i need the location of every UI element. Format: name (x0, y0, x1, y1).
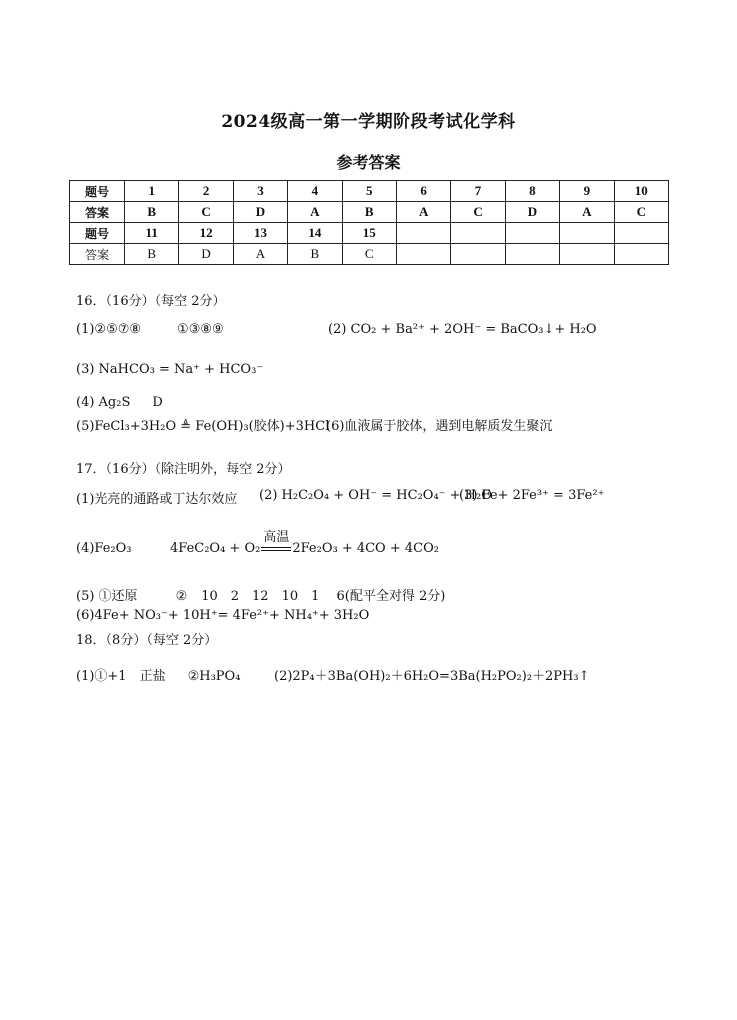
answer-cell: A (288, 202, 342, 223)
question-number: 3 (233, 181, 287, 202)
empty-cell (451, 244, 505, 265)
empty-cell (614, 244, 668, 265)
answer-cell: D (179, 244, 233, 265)
q18-part1-answer-a: (1)①+1 正盐 (76, 669, 166, 684)
question-number: 8 (505, 181, 559, 202)
empty-cell (451, 223, 505, 244)
question-number: 5 (342, 181, 396, 202)
empty-cell (560, 223, 614, 244)
q16-part3: (3) NaHCO₃ = Na⁺ + HCO₃⁻ (76, 362, 264, 377)
answer-cell: A (396, 202, 450, 223)
q18-header: 18．（8分）（每空 2分） (76, 633, 218, 648)
q16-part1-answer-b: ①③⑧⑨ (177, 322, 224, 337)
answer-table (69, 180, 669, 265)
answer-cell: C (614, 202, 668, 223)
q17-part5-coefficients: 10 2 12 10 1 6 (201, 589, 345, 604)
question-number: 7 (451, 181, 505, 202)
q16-part4 (76, 395, 163, 410)
question-number: 12 (179, 223, 233, 244)
empty-cell (396, 223, 450, 244)
table-row (70, 244, 669, 265)
double-line-equals-icon (261, 547, 291, 551)
answer-cell: B (125, 202, 179, 223)
q17-header: 17．（16分）（除注明外，每空 2分） (76, 462, 291, 477)
answer-cell: A (233, 244, 287, 265)
question-number: 13 (233, 223, 287, 244)
answer-cell: B (288, 244, 342, 265)
question-number: 9 (560, 181, 614, 202)
table-row (70, 202, 669, 223)
q17-part4-products: 2Fe₂O₃ + 4CO + 4CO₂ (292, 541, 439, 556)
question-number: 2 (179, 181, 233, 202)
q17-part4-reactants: 4FeC₂O₄ + O₂ (170, 541, 261, 556)
empty-cell (505, 223, 559, 244)
q18-part2: (2)2P₄＋3Ba(OH)₂＋6H₂O=3Ba(H₂PO₂)₂＋2PH₃↑ (274, 669, 590, 684)
question-number: 6 (396, 181, 450, 202)
reaction-condition-label: 高温 (263, 530, 290, 545)
table-row (70, 223, 669, 244)
q17-part4-equation (170, 530, 439, 556)
q16-header: 16．（16分）（每空 2分） (76, 294, 226, 309)
answer-cell: B (342, 202, 396, 223)
question-number: 4 (288, 181, 342, 202)
table-row (70, 181, 669, 202)
question-number: 14 (288, 223, 342, 244)
q16-part4-answer-a: (4) Ag₂S (76, 395, 131, 410)
q17-part5-label-b: ② (175, 589, 188, 604)
q18-part1-answer-b: ②H₃PO₄ (187, 669, 241, 684)
q17-part2: (2) H₂C₂O₄ + OH⁻ = HC₂O₄⁻ + H₂O (259, 488, 492, 503)
q16-part1-label: (1) (76, 322, 95, 337)
question-number: 10 (614, 181, 668, 202)
q16-part6: (6)血液属于胶体，遇到电解质发生聚沉 (326, 419, 553, 434)
answer-cell: A (560, 202, 614, 223)
reaction-condition (261, 530, 291, 556)
q16-part1 (76, 322, 224, 337)
q17-part5-answer-a: (5) ①还原 (76, 589, 138, 604)
row-label: 答案 (70, 244, 125, 265)
answer-cell: D (505, 202, 559, 223)
q16-part1-answer-a: ②⑤⑦⑧ (94, 322, 142, 337)
answer-cell: D (233, 202, 287, 223)
question-number: 1 (125, 181, 179, 202)
empty-cell (396, 244, 450, 265)
q17-part3: (3) Fe+ 2Fe³⁺ = 3Fe²⁺ (459, 488, 605, 503)
answer-cell: C (451, 202, 505, 223)
empty-cell (614, 223, 668, 244)
question-number: 11 (125, 223, 179, 244)
answer-cell: C (179, 202, 233, 223)
empty-cell (505, 244, 559, 265)
row-label: 题号 (70, 181, 125, 202)
answer-cell: B (125, 244, 179, 265)
page-subtitle: 参考答案 (336, 153, 401, 172)
page-title: 2024级高一第一学期阶段考试化学科 (221, 112, 516, 132)
q17-part5 (76, 585, 445, 604)
q17-part5-note: (配平全对得 2分) (344, 589, 446, 604)
q16-part5: (5)FeCl₃+3H₂O ≜ Fe(OH)₃(胶体)+3HCl (76, 419, 330, 434)
q16-part4-answer-b: D (152, 395, 163, 410)
q17-part4-answer-a: (4)Fe₂O₃ (76, 541, 132, 556)
question-number: 15 (342, 223, 396, 244)
q18-part1 (76, 665, 240, 684)
answer-cell: C (342, 244, 396, 265)
empty-cell (560, 244, 614, 265)
q17-part6: (6)4Fe+ NO₃⁻+ 10H⁺= 4Fe²⁺+ NH₄⁺+ 3H₂O (76, 608, 370, 623)
q16-part2: (2) CO₂ + Ba²⁺ + 2OH⁻ = BaCO₃↓+ H₂O (328, 322, 597, 337)
q17-part4 (76, 541, 132, 556)
row-label: 题号 (70, 223, 125, 244)
q17-part1: (1)光亮的通路或丁达尔效应 (76, 492, 238, 507)
row-label: 答案 (70, 202, 125, 223)
